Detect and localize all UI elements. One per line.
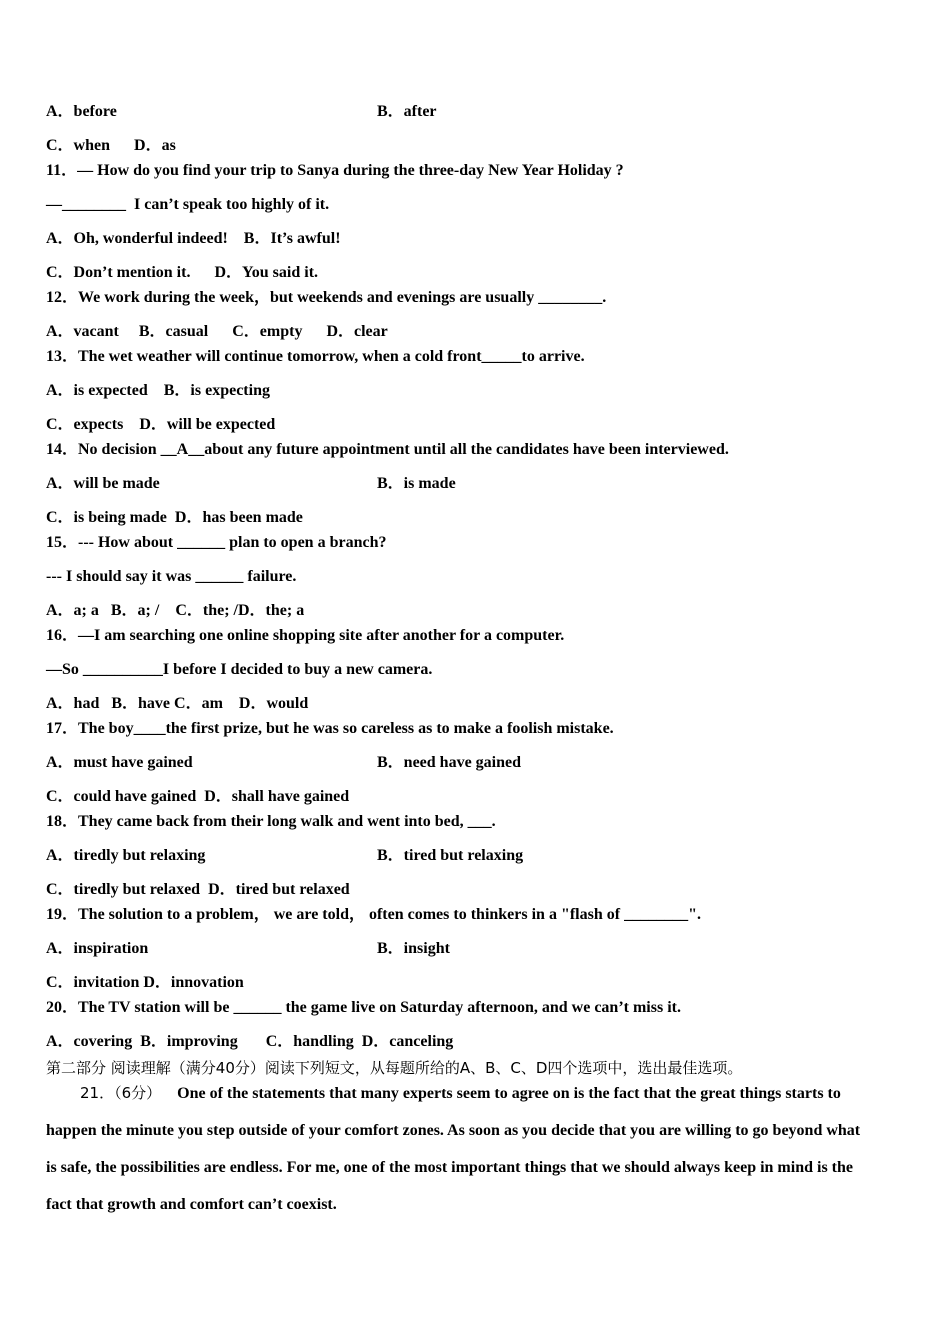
- dialogue-line: —So __________I before I decided to buy a new camera.: [46, 661, 433, 678]
- option-line-col2: B．tired but relaxing: [377, 847, 524, 864]
- question-12: 12．We work during the week，but weekends and evenings are usually ________.: [46, 289, 607, 306]
- option-line: A．must have gained: [46, 754, 193, 771]
- option-line-col2: B．insight: [377, 940, 450, 957]
- option-line-col2: B．after: [377, 103, 437, 120]
- section-heading: 第二部分 阅读理解（满分40分）阅读下列短文，从每题所给的A、B、C、D四个选项中，选出最佳选项。: [46, 1059, 743, 1077]
- dialogue-line: —________ I can’t speak too highly of it.: [46, 196, 330, 213]
- question-18: 18．They came back from their long walk and went into bed, ___.: [46, 813, 496, 830]
- option-line: C．Don’t mention it. D．You said it.: [46, 264, 319, 281]
- option-line-col2: B．is made: [377, 475, 456, 492]
- option-line: A．had B．have C．am D．would: [46, 695, 309, 712]
- question-11: 11．— How do you find your trip to Sanya during the three-day New Year Holiday ?: [46, 162, 624, 179]
- option-line: C．could have gained D．shall have gained: [46, 788, 350, 805]
- passage-line-4: fact that growth and comfort can’t coexist.: [46, 1196, 337, 1213]
- dialogue-line: --- I should say it was ______ failure.: [46, 568, 297, 585]
- option-line: C．tiredly but relaxed D．tired but relaxed: [46, 881, 350, 898]
- question-16: 16．—I am searching one online shopping site after another for a computer.: [46, 627, 565, 644]
- option-line: C．when D．as: [46, 137, 176, 154]
- passage-line-2: happen the minute you step outside of your comfort zones. As soon as you decide that you are willing to go beyond what: [46, 1122, 861, 1139]
- option-line: A．tiredly but relaxing: [46, 847, 206, 864]
- option-line: A．Oh, wonderful indeed! B．It’s awful!: [46, 230, 341, 247]
- option-line-col2: B．need have gained: [377, 754, 522, 771]
- passage-line-3: is safe, the possibilities are endless. For me, one of the most important things that we should always keep in mind is the: [46, 1159, 853, 1176]
- option-line: A．inspiration: [46, 940, 149, 957]
- question-19: 19．The solution to a problem， we are told， often comes to thinkers in a "flash of ________".: [46, 906, 701, 923]
- option-line: A．will be made: [46, 475, 160, 492]
- option-line: A．a; a B．a; / C．the; /D．the; a: [46, 602, 305, 619]
- option-line: C．expects D．will be expected: [46, 416, 276, 433]
- option-line: A．covering B．improving C．handling D．canceling: [46, 1033, 454, 1050]
- question-13: 13．The wet weather will continue tomorrow, when a cold front_____to arrive.: [46, 348, 585, 365]
- option-line: C．is being made D．has been made: [46, 509, 303, 526]
- question-14: 14．No decision __A__about any future appointment until all the candidates have been interviewed.: [46, 441, 729, 458]
- option-line: A．is expected B．is expecting: [46, 382, 270, 399]
- option-line: A．vacant B．casual C．empty D．clear: [46, 323, 388, 340]
- passage-line-1: [80, 1083, 900, 1104]
- question-17: 17．The boy____the first prize, but he was so careless as to make a foolish mistake.: [46, 720, 614, 737]
- option-line: C．invitation D．innovation: [46, 974, 244, 991]
- passage-text: One of the statements that many experts seem to agree on is the fact that the great things starts to: [177, 1085, 841, 1102]
- question-21-number: 21．（6分）: [80, 1084, 162, 1102]
- question-20: 20．The TV station will be ______ the game live on Saturday afternoon, and we can’t miss it.: [46, 999, 681, 1016]
- option-line: A．before: [46, 103, 117, 120]
- question-15: 15．--- How about ______ plan to open a branch?: [46, 534, 387, 551]
